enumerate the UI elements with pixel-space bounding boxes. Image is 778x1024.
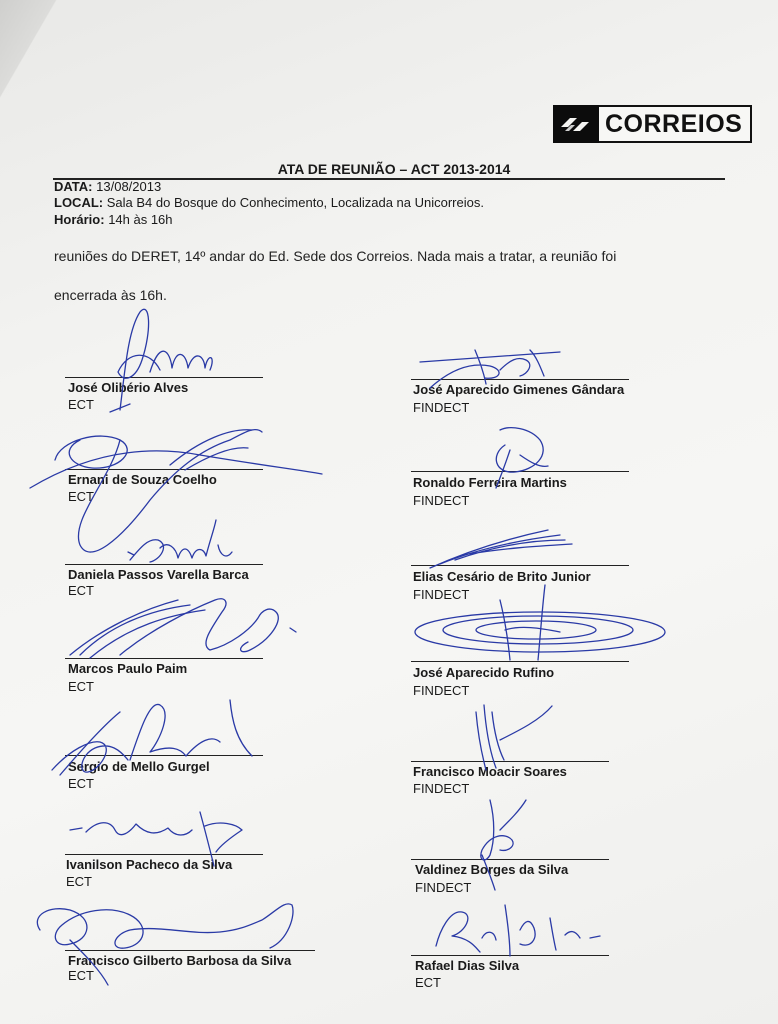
signatory-name: Francisco Gilberto Barbosa da Silva <box>68 953 292 968</box>
signatory-name: José Aparecido Gimenes Gândara <box>413 382 625 397</box>
signatory-org: ECT <box>68 968 94 983</box>
signature-ernani <box>30 430 322 552</box>
signature-rafael <box>436 905 600 956</box>
signature-ronaldo <box>496 428 548 488</box>
signatory-name: José Olibério Alves <box>68 380 189 395</box>
body-line-2: encerrada às 16h. <box>54 287 167 303</box>
document-title: ATA DE REUNIÃO – ACT 2013-2014 <box>277 161 511 177</box>
signatory-org: ECT <box>66 874 92 889</box>
signatory-org: FINDECT <box>413 400 470 415</box>
signatory-name: José Aparecido Rufino <box>413 665 555 680</box>
signatory-org: FINDECT <box>413 587 470 602</box>
signatory-org: ECT <box>68 776 94 791</box>
signature-jose-oliberio <box>110 309 212 412</box>
signature-daniela <box>128 520 232 562</box>
signature-moacir <box>476 705 552 770</box>
meta-date: DATA: 13/08/2013 <box>54 179 162 194</box>
signatory-org: FINDECT <box>415 880 472 895</box>
meta-local: LOCAL: Sala B4 do Bosque do Conhecimento, Localizada na Unicorreios. <box>54 195 484 210</box>
signatory-org: ECT <box>415 975 441 990</box>
signatory-name: Marcos Paulo Paim <box>68 661 188 676</box>
signature-rufino <box>415 585 665 660</box>
signatory-name: Rafael Dias Silva <box>415 958 520 973</box>
signatory-name: Daniela Passos Varella Barca <box>68 567 249 582</box>
signatory-name: Ronaldo Ferreira Martins <box>413 475 567 490</box>
signatory-org: ECT <box>68 397 94 412</box>
meta-time: Horário: 14h às 16h <box>54 212 173 227</box>
signatory-org: ECT <box>68 679 94 694</box>
signatory-name: Elias Cesário de Brito Junior <box>413 569 591 584</box>
signatory-name: Ivanilson Pacheco da Silva <box>66 857 233 872</box>
signatory-name: Valdinez Borges da Silva <box>415 862 569 877</box>
signature-sergio <box>52 700 252 775</box>
signature-gandara <box>420 350 560 388</box>
signatory-org: FINDECT <box>413 781 470 796</box>
signature-ivanilson <box>70 812 242 866</box>
signature-marcos <box>70 599 296 658</box>
signatory-name: Francisco Moacir Soares <box>413 764 567 779</box>
body-line-1: reuniões do DERET, 14º andar do Ed. Sede dos Correios. Nada mais a tratar, a reunião foi <box>54 248 617 264</box>
signatory-name: Ernani de Souza Coelho <box>68 472 217 487</box>
signatory-org: FINDECT <box>413 683 470 698</box>
signatory-org: FINDECT <box>413 493 470 508</box>
correios-logo-text: CORREIOS <box>599 105 752 143</box>
signature-valdinez <box>481 800 526 890</box>
signature-francisco-gilberto <box>37 904 293 985</box>
signatory-org: ECT <box>68 583 94 598</box>
signatory-org: ECT <box>68 489 94 504</box>
signature-elias <box>430 530 572 568</box>
signatory-name: Sergio de Mello Gurgel <box>68 759 210 774</box>
